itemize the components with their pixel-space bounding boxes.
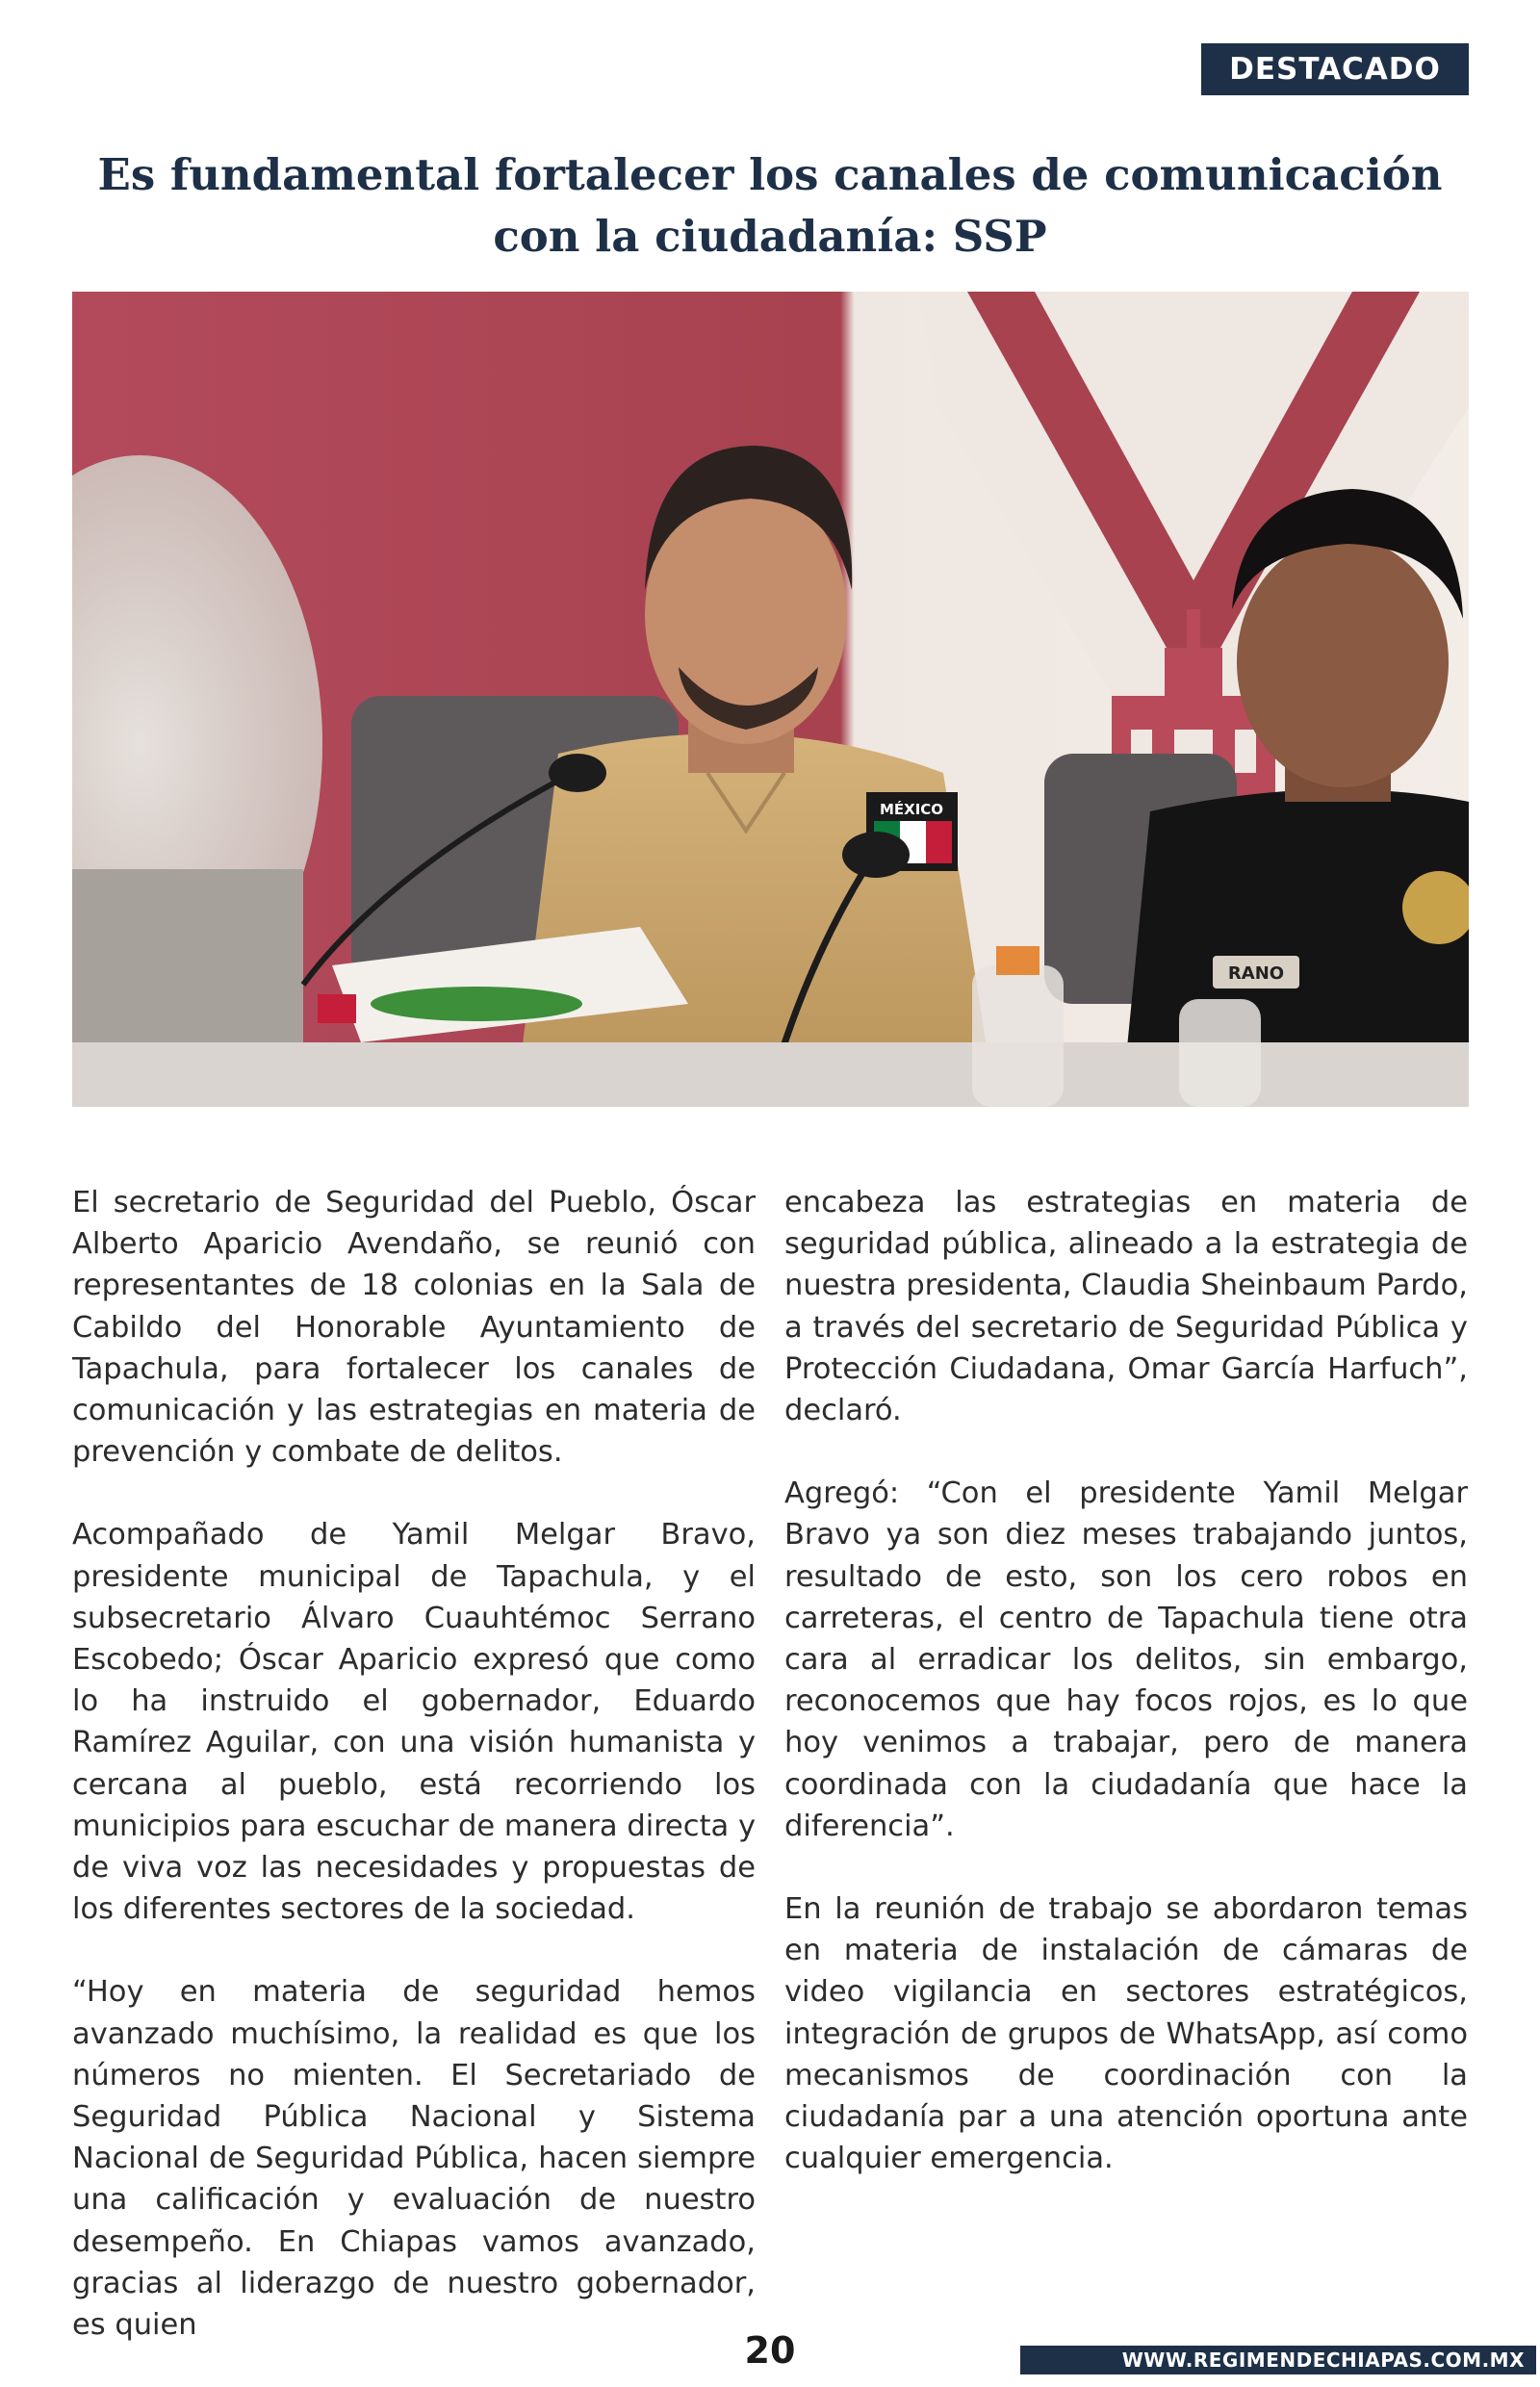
microphone-left-head: [549, 754, 606, 792]
page-number: 20: [744, 2329, 796, 2372]
paragraph: Acompañado de Yamil Melgar Bravo, presidente municipal de Tapachula, y el subsecretario Álvaro Cuauhtémoc Serrano Escobedo; Óscar Aparicio expresó que como lo ha instruido el gobernador, Eduardo Ramírez Aguilar, con una visión humanista y cercana al pueblo, está recorriendo los municipios para escuchar de manera directa y de viva voz las necesidades y propuestas de los diferentes sectores de la sociedad.: [72, 1518, 756, 1927]
website-url[interactable]: WWW.REGIMENDECHIAPAS.COM.MX: [1121, 2348, 1525, 2372]
website-footer: [1020, 2346, 1536, 2374]
paragraph: “Hoy en materia de seguridad hemos avanzado muchísimo, la realidad es que los números no mienten. El Secretariado de Seguridad Pública Nacional y Sistema Nacional de Seguridad Pública, hacen siempre una calificación y evaluación de nuestro desempeño. En Chiapas vamos avanzado, gracias al liderazgo de nuestro gobernador, es quien: [72, 1975, 756, 2343]
section-badge: DESTACADO: [1201, 43, 1469, 95]
paragraph: En la reunión de trabajo se abordaron temas en materia de instalación de cámaras de video vigilancia en sectores estratégicos, integración de grupos de WhatsApp, así como mecanismos de coordinación con la ciudadanía par a una atención oportuna ante cualquier emergencia.: [784, 1892, 1468, 2176]
article-column-left: [72, 1182, 756, 2387]
microphone-center-head: [842, 832, 910, 878]
paragraph: El secretario de Seguridad del Pueblo, Óscar Alberto Aparicio Avendaño, se reunió con representantes de 18 colonias en la Sala de Cabildo del Honorable Ayuntamiento de Tapachula, para fortalecer los canales de comunicación y las estrategias en materia de prevención y combate de delitos.: [72, 1186, 756, 1470]
svg-text:MÉXICO: MÉXICO: [879, 801, 944, 818]
paragraph: encabeza las estrategias en materia de seguridad pública, alineado a la estrategia de nuestra presidenta, Claudia Sheinbaum Pardo, a través del secretario de Seguridad Pública y Protección Ciudadana, Omar García Harfuch”, declaró.: [784, 1186, 1468, 1428]
article-title: Es fundamental fortalecer los canales de comunicación con la ciudadanía: SSP: [97, 149, 1443, 262]
article-column-right: [784, 1182, 1468, 2220]
table-plant: [371, 987, 582, 1021]
svg-text:RANO: RANO: [1227, 963, 1285, 984]
paragraph: Agregó: “Con el presidente Yamil Melgar Bravo ya son diez meses trabajando juntos, resultado de esto, son los cero robos en carreteras, el centro de Tapachula tiene otra cara al erradicar los delitos, sin embargo, reconocemos que hay focos rojos, es lo que hoy venimos a trabajar, pero de manera coordinada con la ciudadanía que hace la diferencia”.: [784, 1476, 1468, 1843]
meeting-photo-illustration: [72, 292, 1469, 1107]
water-bottle-center: [972, 965, 1064, 1107]
water-bottle-cap: [996, 946, 1040, 975]
article-photo: [72, 292, 1469, 1107]
red-object: [318, 994, 356, 1023]
water-bottle-right: [1179, 999, 1261, 1107]
